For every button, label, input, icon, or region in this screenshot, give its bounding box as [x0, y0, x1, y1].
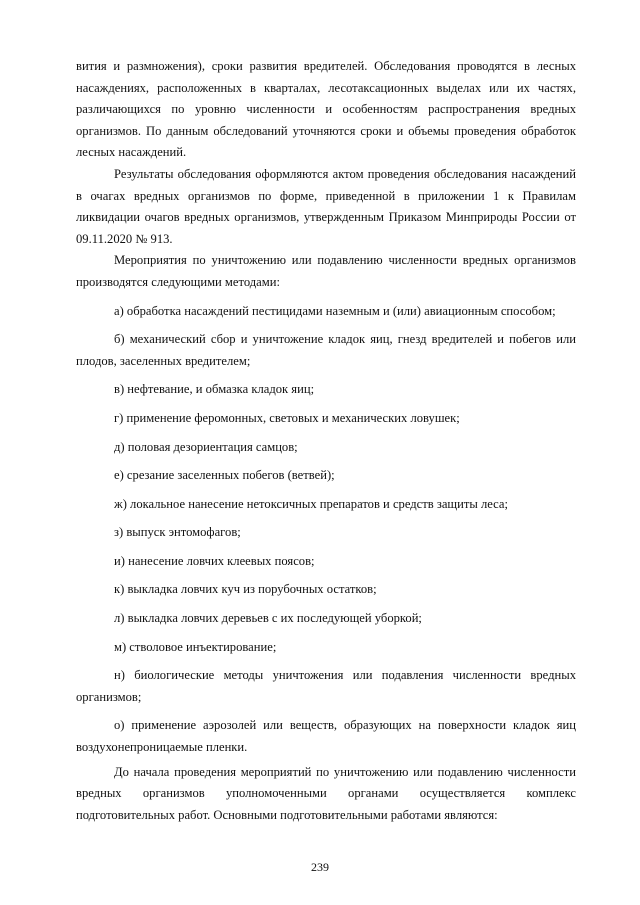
list-item: к) выкладка ловчих куч из порубочных остатков; — [114, 582, 377, 597]
list-item: ж) локальное нанесение нетоксичных препаратов и средств защиты леса; — [114, 496, 508, 511]
paragraph-survey-results: Результаты обследования оформляются актом проведения обследования насаждений в очагах вредных организмов по форме, приведенной в приложении 1 к Правилам ликвидации очагов вредных организмов, утвержденным Приказом Минприроды России от 09.11.2020 № 913. — [76, 166, 576, 246]
list-item: о) применение аэрозолей или веществ, образующих на поверхности кладок яиц воздухонепроницаемые пленки. — [76, 718, 576, 755]
list-item: л) выкладка ловчих деревьев с их последующей уборкой; — [114, 611, 422, 626]
list-item: г) применение феромонных, световых и механических ловушек; — [114, 410, 460, 425]
list-item: в) нефтевание, и обмазка кладок яиц; — [114, 382, 315, 397]
paragraph-preparatory-works: До начала проведения мероприятий по уничтожению или подавлению численности вредных организмов уполномоченными органами осуществляется комплекс подготовительных работ. Основными подготовительными работами являются: — [76, 764, 576, 822]
list-item: з) выпуск энтомофагов; — [114, 525, 241, 540]
list-item: н) биологические методы уничтожения или подавления численности вредных организмов; — [76, 668, 576, 704]
list-item: и) нанесение ловчих клеевых поясов; — [114, 553, 315, 568]
document-body — [76, 56, 576, 826]
list-item: м) стволовое инъектирование; — [114, 639, 277, 654]
list-item: д) половая дезориентация самцов; — [114, 439, 298, 454]
paragraph-continuation: вития и размножения), сроки развития вредителей. Обследования проводятся в лесных насаждениях, расположенных в кварталах, лесотаксационных выделах или их частях, различающихся по уровню численности и особенностям распространения вредных организмов. По данным обследований уточняются сроки и объемы проведения обработок лесных насаждений. — [76, 59, 576, 160]
list-item: е) срезание заселенных побегов (ветвей); — [114, 468, 335, 483]
paragraph-methods-intro: Мероприятия по уничтожению или подавлению численности вредных организмов производятся следующими методами: — [76, 253, 576, 289]
methods-list — [76, 301, 576, 759]
page-number: 239 — [311, 860, 329, 874]
list-item: а) обработка насаждений пестицидами наземным и (или) авиационным способом; — [114, 303, 556, 318]
list-item: б) механический сбор и уничтожение кладок яиц, гнезд вредителей и побегов или плодов, заселенных вредителем; — [76, 332, 576, 368]
